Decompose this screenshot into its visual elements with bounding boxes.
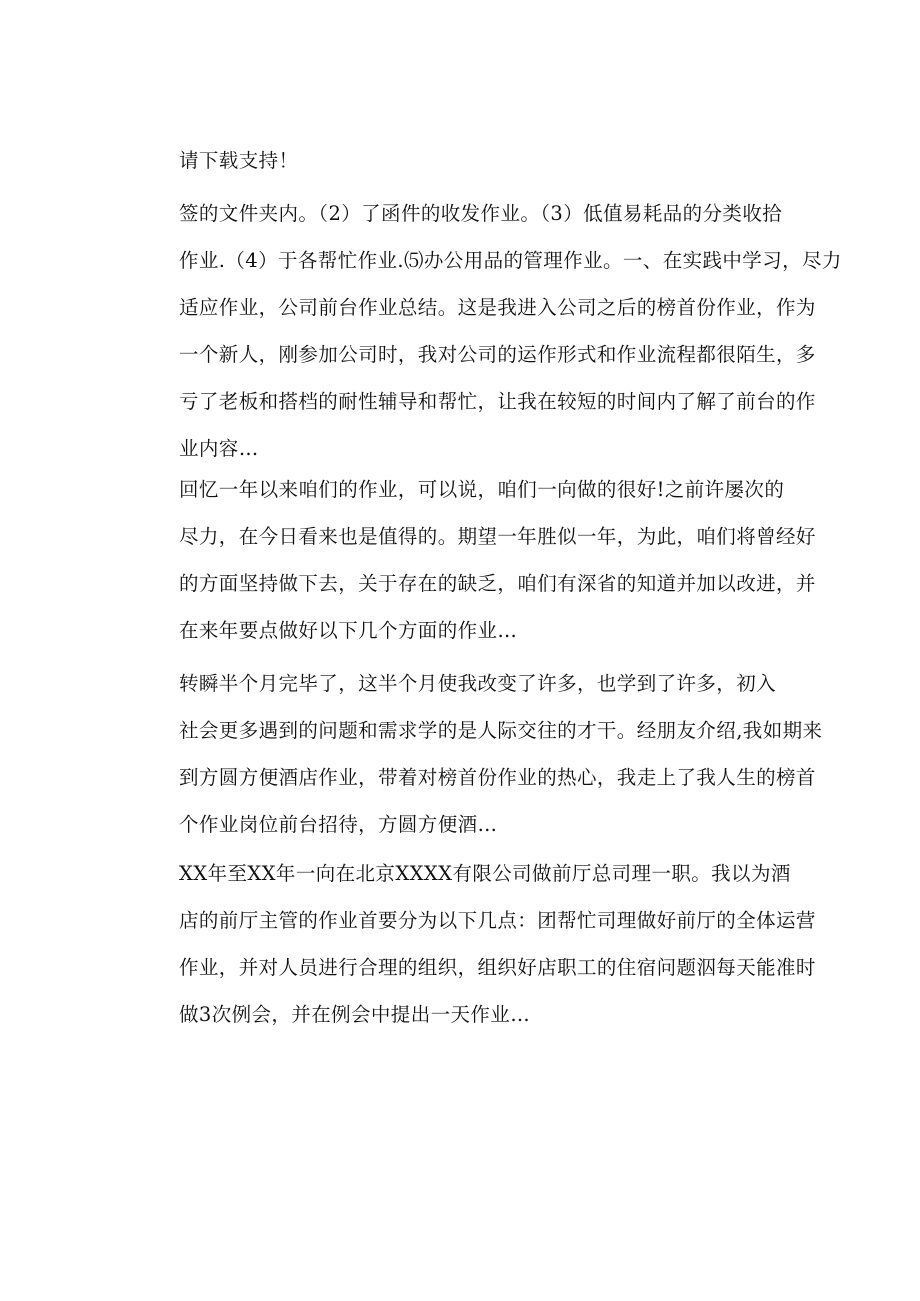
text-line: 做3次例会，并在例会中提出一天作业… [179, 1003, 531, 1026]
text-line: 亏了老板和搭档的耐性辅导和帮忙，让我在较短的时间内了解了前台的作 [179, 390, 816, 413]
text-line: 转瞬半个月完毕了，这半个月使我改变了许多，也学到了许多，初入 [179, 672, 777, 695]
text-line: 的方面坚持做下去，关于存在的缺乏，咱们有深省的知道并加以改进，并 [179, 572, 816, 595]
body-paragraph-front-office-manager [136, 850, 816, 1038]
text-line: 个作业岗位前台招待，方圆方便酒… [179, 813, 498, 836]
body-paragraph-front-desk-duties [136, 190, 842, 472]
text-line: 到方圆方便酒店作业，带着对榜首份作业的热心，我走上了我人生的榜首 [179, 766, 816, 789]
text-line: 作业，并对人员进行合理的组织，组织好店职工的住宿问题泅每天能准时 [179, 956, 816, 979]
text-line: 一个新人，刚参加公司时，我对公司的运作形式和作业流程都很陌生，多 [179, 343, 816, 366]
text-line: 业内容… [179, 437, 259, 460]
text-line: XX年至XX年一向在北京XXXX有限公司做前厅总司理一职。我以为酒 [179, 862, 791, 885]
body-paragraph-half-month [136, 660, 823, 848]
text-line: 适应作业，公司前台作业总结。这是我进入公司之后的榜首份作业，作为 [179, 296, 816, 319]
text-line: 店的前厅主管的作业首要分为以下几点：团帮忙司理做好前厅的全体运营 [179, 909, 816, 932]
text-line: 在来年要点做好以下几个方面的作业… [179, 619, 518, 642]
text-line: 作业.（4）于各帮忙作业.⑸办公用品的管理作业。一、在实践中学习，尽力 [179, 249, 842, 272]
text-line: 尽力，在今日看来也是值得的。期望一年胜似一年，为此，咱们将曾经好 [179, 525, 816, 548]
text-line: 请下载支持！ [179, 149, 299, 172]
text-line: 回忆一年以来咱们的作业，可以说，咱们一向做的很好!之前许屡次的 [179, 478, 785, 501]
text-line: 社会更多遇到的问题和需求学的是人际交往的才干。经朋友介绍,我如期来 [179, 719, 823, 742]
text-line: 签的文件夹内。（2）了函件的收发作业。（3）低值易耗品的分类收拾 [179, 202, 783, 225]
body-paragraph-year-review [136, 466, 816, 654]
download-notice-paragraph [136, 137, 790, 184]
